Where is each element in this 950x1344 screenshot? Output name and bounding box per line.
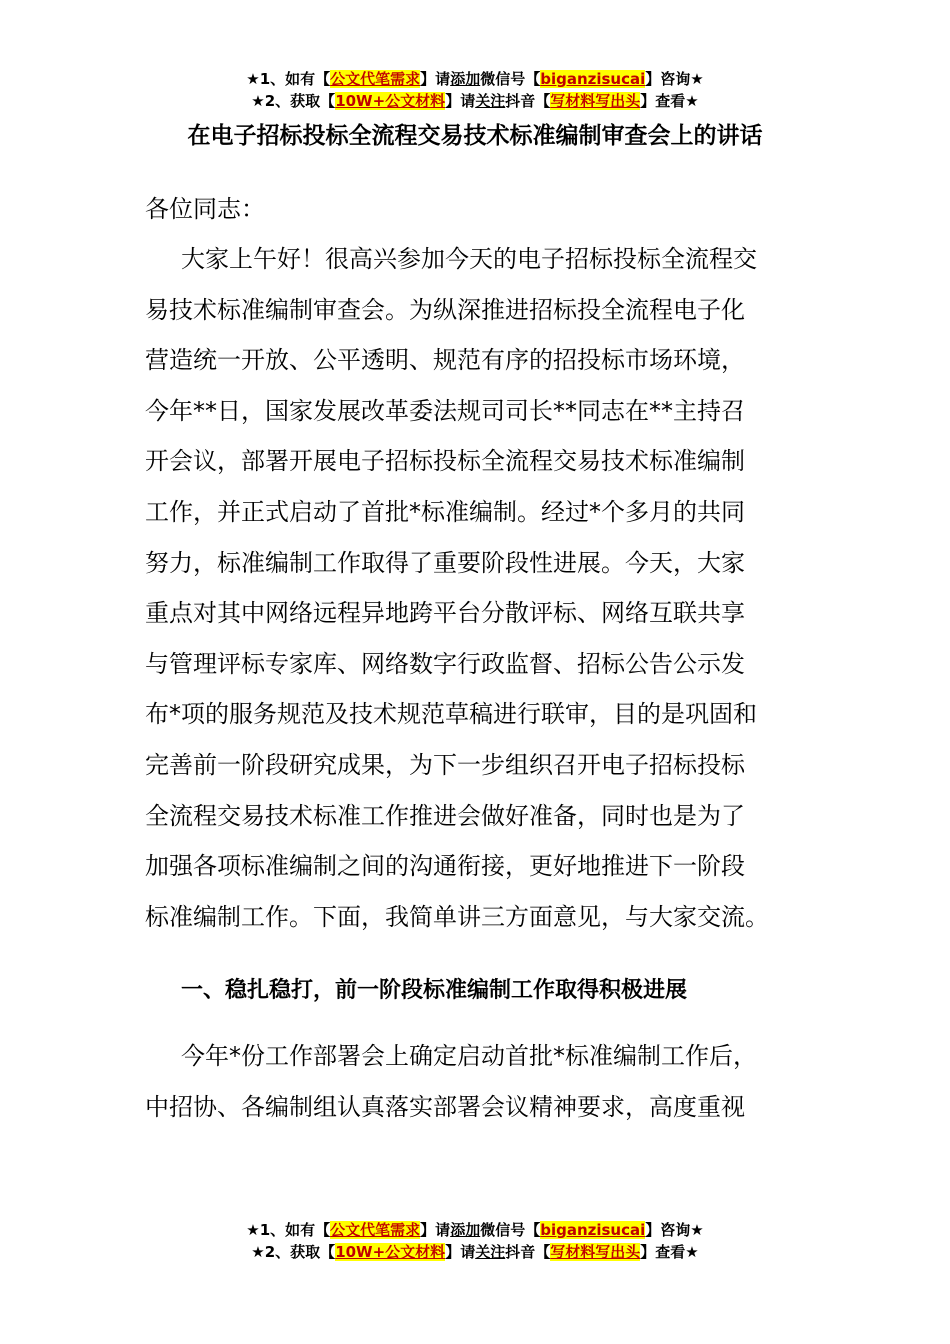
paragraph-line: 营造统一开放、公平透明、规范有序的招投标市场环境， [145, 346, 745, 375]
promo-text: ★1、如有【 [246, 70, 331, 88]
promo-underline-add: 添加 [450, 1221, 481, 1239]
promo-text: 】咨询★ [645, 70, 704, 88]
promo-banner-bottom [0, 1219, 950, 1263]
paragraph-line: 与管理评标专家库、网络数字行政监督、招标公告公示发 [145, 649, 745, 678]
promo-text: 】请 [445, 1243, 476, 1261]
paragraph-line: 标准编制工作。下面，我简单讲三方面意见，与大家交流。 [145, 902, 769, 931]
paragraph-line: 努力，标准编制工作取得了重要阶段性进展。今天，大家 [145, 548, 745, 577]
promo-highlight-douyin: 写材料写出头 [550, 1243, 641, 1261]
promo-text: ★2、获取【 [251, 1243, 336, 1261]
paragraph-line: 加强各项标准编制之间的沟通衔接，更好地推进下一阶段 [145, 852, 745, 881]
promo-text: 】请 [445, 92, 476, 110]
section-heading-1: 一、稳扎稳打，前一阶段标准编制工作取得积极进展 [181, 978, 688, 1003]
promo-highlight-wechat-id: biganzisucai [540, 70, 646, 88]
promo-line-1 [0, 1219, 950, 1241]
paragraph-line: 全流程交易技术标准工作推进会做好准备，同时也是为了 [145, 801, 745, 830]
promo-text: 】咨询★ [645, 1221, 704, 1239]
promo-underline-follow: 关注 [475, 1243, 506, 1261]
promo-highlight-materials: 10W+公文材料 [335, 92, 446, 110]
promo-highlight-douyin: 写材料写出头 [550, 92, 641, 110]
promo-line-1 [0, 68, 950, 90]
paragraph-line: 中招协、各编制组认真落实部署会议精神要求，高度重视 [145, 1092, 745, 1121]
paragraph-intro [145, 243, 810, 951]
paragraph-line: 大家上午好！很高兴参加今天的电子招标投标全流程交 [181, 245, 757, 273]
paragraph-line: 工作，并正式启动了首批*标准编制。经过*个多月的共同 [145, 497, 745, 526]
promo-underline-follow: 关注 [475, 92, 506, 110]
paragraph-line: 今年**日，国家发展改革委法规司司长**同志在**主持召 [145, 396, 745, 425]
promo-text: 】请 [420, 70, 451, 88]
promo-line-2 [0, 90, 950, 112]
promo-text: ★1、如有【 [246, 1221, 331, 1239]
promo-text: ★2、获取【 [251, 92, 336, 110]
promo-highlight-service: 公文代笔需求 [330, 1221, 421, 1239]
promo-banner-top [0, 68, 950, 112]
promo-highlight-materials: 10W+公文材料 [335, 1243, 446, 1261]
salutation: 各位同志： [145, 195, 265, 223]
promo-text: 微信号【 [480, 70, 541, 88]
promo-text: 】查看★ [640, 1243, 699, 1261]
promo-text: 】查看★ [640, 92, 699, 110]
promo-line-2 [0, 1241, 950, 1263]
paragraph-section-1 [145, 1040, 810, 1141]
promo-text: 微信号【 [480, 1221, 541, 1239]
paragraph-line: 完善前一阶段研究成果，为下一步组织召开电子招标投标 [145, 750, 745, 779]
promo-text: 】请 [420, 1221, 451, 1239]
document-title: 在电子招标投标全流程交易技术标准编制审查会上的讲话 [187, 123, 763, 149]
promo-text: 抖音【 [505, 1243, 551, 1261]
promo-underline-add: 添加 [450, 70, 481, 88]
promo-highlight-wechat-id: biganzisucai [540, 1221, 646, 1239]
paragraph-line: 重点对其中网络远程异地跨平台分散评标、网络互联共享 [145, 599, 745, 628]
promo-highlight-service: 公文代笔需求 [330, 70, 421, 88]
paragraph-line: 开会议，部署开展电子招标投标全流程交易技术标准编制 [145, 447, 745, 476]
paragraph-line: 布*项的服务规范及技术规范草稿进行联审，目的是巩固和 [145, 700, 757, 729]
paragraph-line: 今年*份工作部署会上确定启动首批*标准编制工作后， [181, 1042, 757, 1070]
paragraph-line: 易技术标准编制审查会。为纵深推进招标投全流程电子化 [145, 295, 745, 324]
promo-text: 抖音【 [505, 92, 551, 110]
